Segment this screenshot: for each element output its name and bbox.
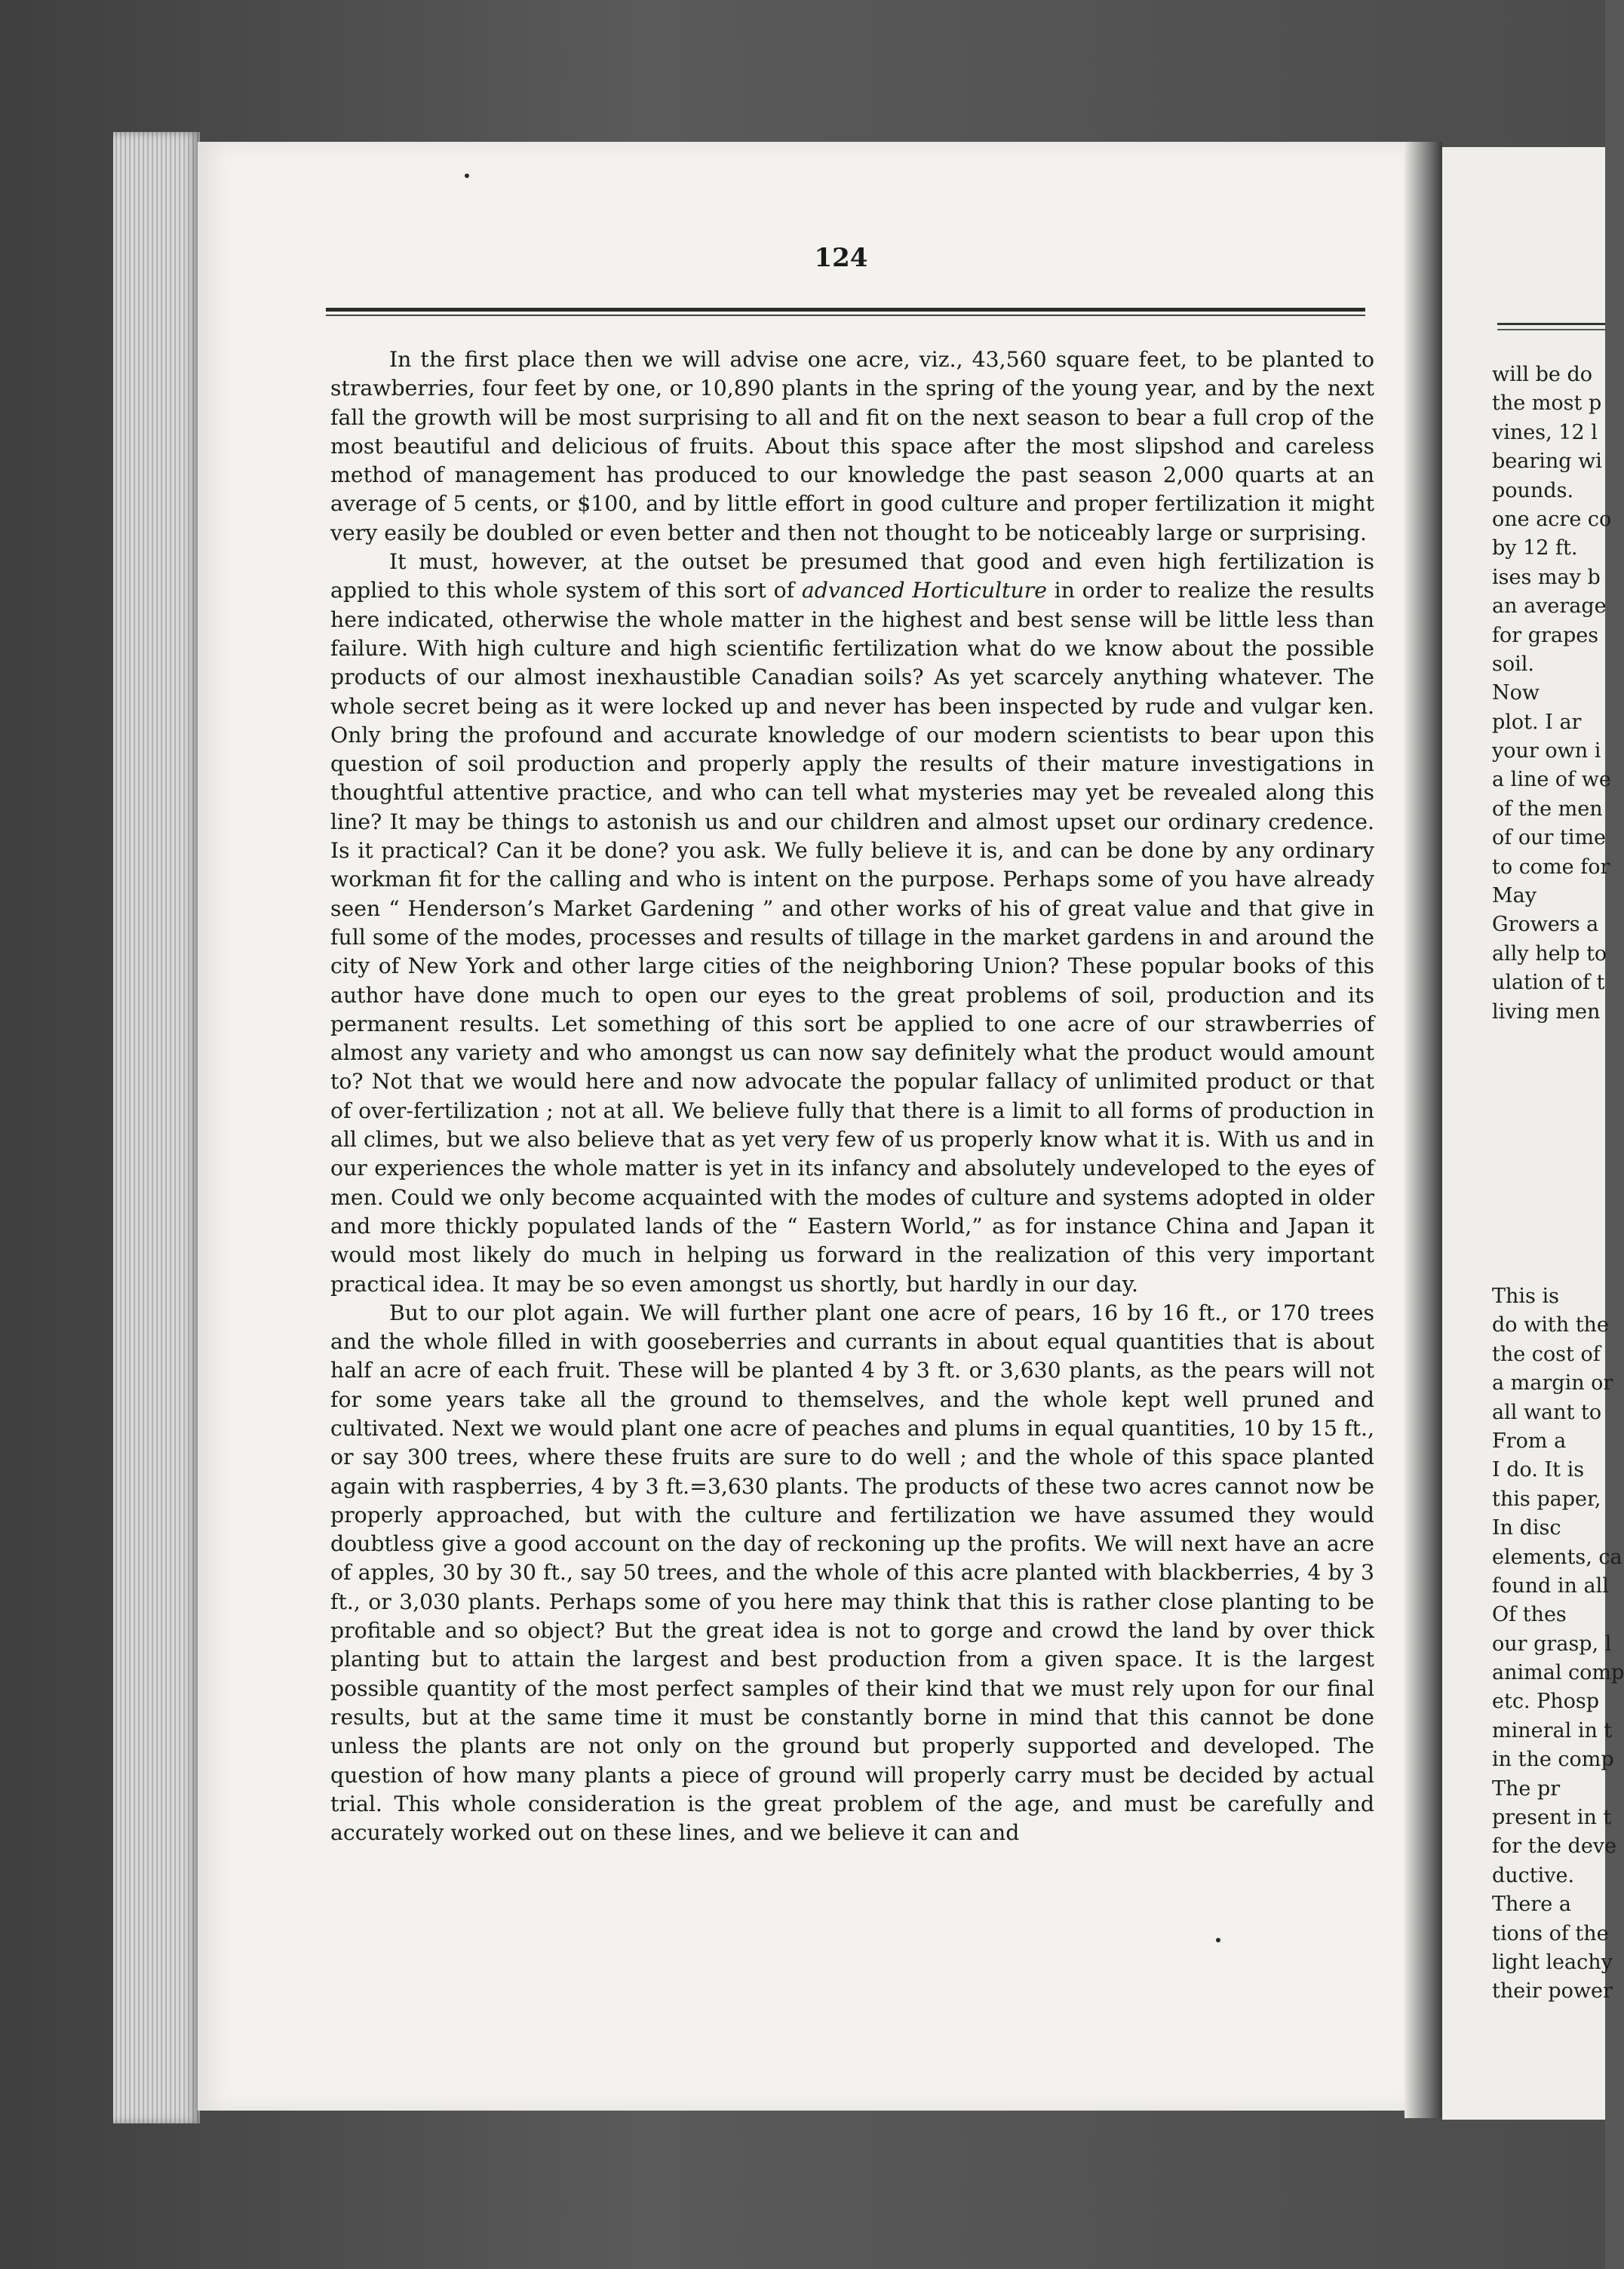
next-page-line: ulation of t (1492, 971, 1605, 995)
next-page-text-top (1492, 361, 1613, 1027)
italic-phrase: advanced Horticulture (801, 578, 1047, 603)
next-page-line: this paper, (1492, 1487, 1601, 1511)
next-page-text-bottom (1492, 1282, 1624, 2006)
next-page-line: found in all (1492, 1574, 1609, 1598)
next-page-line: Growers a (1492, 913, 1599, 937)
next-page-line: From a (1492, 1429, 1567, 1453)
next-page-line: will be do (1492, 363, 1592, 386)
next-page-line: to come for (1492, 855, 1610, 879)
next-page-line: their power (1492, 1979, 1613, 2003)
next-page-line: by 12 ft. (1492, 536, 1578, 560)
header-rule (326, 308, 1365, 312)
next-page-line: vines, 12 l (1492, 420, 1598, 444)
next-page-line: of the men (1492, 797, 1603, 821)
next-page-line: pounds. (1492, 478, 1574, 502)
next-page-line: In disc (1492, 1516, 1561, 1540)
next-page-line: ises may b (1492, 565, 1601, 589)
next-page-line: There a (1492, 1893, 1571, 1917)
next-page-line: for grapes (1492, 623, 1599, 647)
next-page-header-rule-thin (1497, 329, 1605, 330)
next-page-line: the most p (1492, 391, 1602, 416)
paragraph-1: In the first place then we will advise one acre, viz., 43,560 square feet, to be planted to strawberries, four feet by one, or 10,890 plants in the spring of the young year, and by the next fall the growth will be most surprising to all and fit on the next season to bear a full crop of the most beautiful and delicious of fruits. About this space after the most slipshod and careless method of management has produced to our knowledge the past season 2,000 quarts at an average of 5 cents, or $100, and by little effort in good culture and proper fertilization it might very easily be doubled or even better and then not thought to be noticeably large or surprising. (330, 347, 1374, 545)
next-page-line: mineral in t (1492, 1718, 1613, 1742)
next-page-line: tions of the (1492, 1921, 1609, 1945)
next-page-line: animal comp (1492, 1661, 1624, 1685)
next-page-line: a margin or (1492, 1371, 1613, 1395)
next-page-line: the cost of (1492, 1342, 1601, 1366)
next-page-line: our grasp, l (1492, 1632, 1612, 1656)
next-page-line: do with the (1492, 1313, 1609, 1337)
next-page-line: I do. It is (1492, 1458, 1585, 1482)
page-body (330, 345, 1374, 1847)
header-rule-thin (326, 315, 1365, 316)
next-page-line: The pr (1492, 1776, 1561, 1801)
next-page-line: in the comp (1492, 1748, 1614, 1772)
next-page-line: a line of we (1492, 768, 1611, 792)
paragraph-2-start: It must, however, at the outset be presumed that good and even high fertilization is applied to this whole system of this sort of (330, 549, 1374, 603)
book-gutter (1404, 142, 1442, 2118)
book-page-edges (113, 132, 200, 2123)
speck (1216, 1938, 1220, 1942)
next-page-line: This is (1492, 1285, 1559, 1308)
next-page-line: for the deve (1492, 1835, 1617, 1859)
next-page-line: light leachy (1492, 1950, 1613, 1974)
next-page-line: Of thes (1492, 1603, 1567, 1627)
next-page-line: soil. (1492, 652, 1534, 676)
paragraph-3: But to our plot again. We will further plant one acre of pears, 16 by 16 ft., or 170 trees and the whole filled in with gooseberries and currants in about equal quantities that is about half an acre of each fruit. These will be planted 4 by 3 ft. or 3,630 plants, as the pears will not for some years take all the ground to themselves, and the whole kept well pruned and cultivated. Next we would plant one acre of peaches and plums in equal quantities, 10 by 15 ft., or say 300 trees, where these fruits are sure to do well ; and the whole of this space planted again with raspberries, 4 by 3 ft.=3,630 plants. The products of these two acres cannot now be properly approached, but with the culture and fertilization we have assumed they would doubtless give a good account on the day of reckoning up the profits. We will next have an acre of apples, 30 by 30 ft., say 50 trees, and the whole of this acre planted with blackberries, 4 by 3 ft., or 3,030 plants. Perhaps some of you here may think that this is rather close planting to be profitable and so object? But the great idea is not to gorge and crowd the land by over thick planting but to attain the largest and best production from a given space. It is the largest possible quantity of the most perfect samples of their kind that we must rely upon for our final results, but at the same time it must be constantly borne in mind that this cannot be done unless the plants are not only on the ground but properly supported and developed. The question of how many plants a piece of ground will properly carry must be decided by actual trial. This whole consideration is the great problem of the age, and must be carefully and accurately worked out on these lines, and we believe it can and (330, 1300, 1374, 1846)
next-page-line: Now (1492, 681, 1540, 705)
next-page-line: living men (1492, 999, 1601, 1024)
next-page-line: plot. I ar (1492, 710, 1582, 734)
next-page-line: of our time (1492, 826, 1607, 850)
next-page-line: all want to (1492, 1400, 1602, 1424)
next-page-line: etc. Phosp (1492, 1690, 1600, 1714)
page-number: 124 (814, 243, 868, 273)
speck (465, 173, 469, 178)
next-page-line: your own i (1492, 739, 1601, 763)
next-page-line: ally help to (1492, 941, 1607, 966)
paragraph-2 (330, 548, 1374, 1299)
next-page-line: bearing wi (1492, 450, 1602, 474)
paragraph-2-rest: in order to realize the results here indicated, otherwise the whole matter in the highest and best sense will be little less than failure. With high culture and high scientific fertilization what do we know about the possible products of our almost inexhaustible Canadian soils? As yet scarcely anything whatever. The whole secret being as it were locked up and never has been inspected by rude and vulgar ken. Only bring the profound and accurate knowledge of our modern scientists to bear upon this question of soil production and properly apply the results of their mature investigations in thoughtful attentive practice, and who can tell what mysteries may yet be revealed along this line? It may be things to astonish us and our children and almost upset our ordinary credence. Is it practical? Can it be done? you ask. We fully believe it is, and can be done by any ordinary workman fit for the calling and who is intent on the purpose. Perhaps some of you have already seen “ Henderson’s Market Gardening ” and other works of his of great value and that give in full some of the modes, processes and results of tillage in the market gardens in and around the city of New York and other large cities of the neighboring Union? These popular books of this author have done much to open our eyes to the great problems of soil, production and its permanent results. Let something of this sort be applied to one acre of our strawberries of almost any variety and who amongst us can now say definitely what the product would amount to? Not that we would here and now advocate the popular fallacy of unlimited product or that of over-fertilization ; not at all. We believe fully that there is a limit to all forms of production in all climes, but we also believe that as yet very few of us properly know what it is. With us and in our experiences the whole matter is yet in its infancy and absolutely undeveloped to the eyes of men. Could we only become acquainted with the modes of culture and systems adopted in older and more thickly populated lands of the “ Eastern World,” as for instance China and Japan it would most likely do much in helping us forward in the realization of this very important practical idea. It may be so even amongst us shortly, but hardly in our day. (330, 578, 1375, 1297)
next-page-line: one acre co (1492, 507, 1612, 531)
next-page-header-rule (1497, 323, 1605, 325)
next-page-line: May (1492, 884, 1537, 908)
next-page-line: present in t (1492, 1806, 1612, 1830)
next-page-line: ductive. (1492, 1863, 1575, 1887)
next-page-line: elements, ca (1492, 1545, 1622, 1569)
next-page-line: an average (1492, 594, 1607, 619)
